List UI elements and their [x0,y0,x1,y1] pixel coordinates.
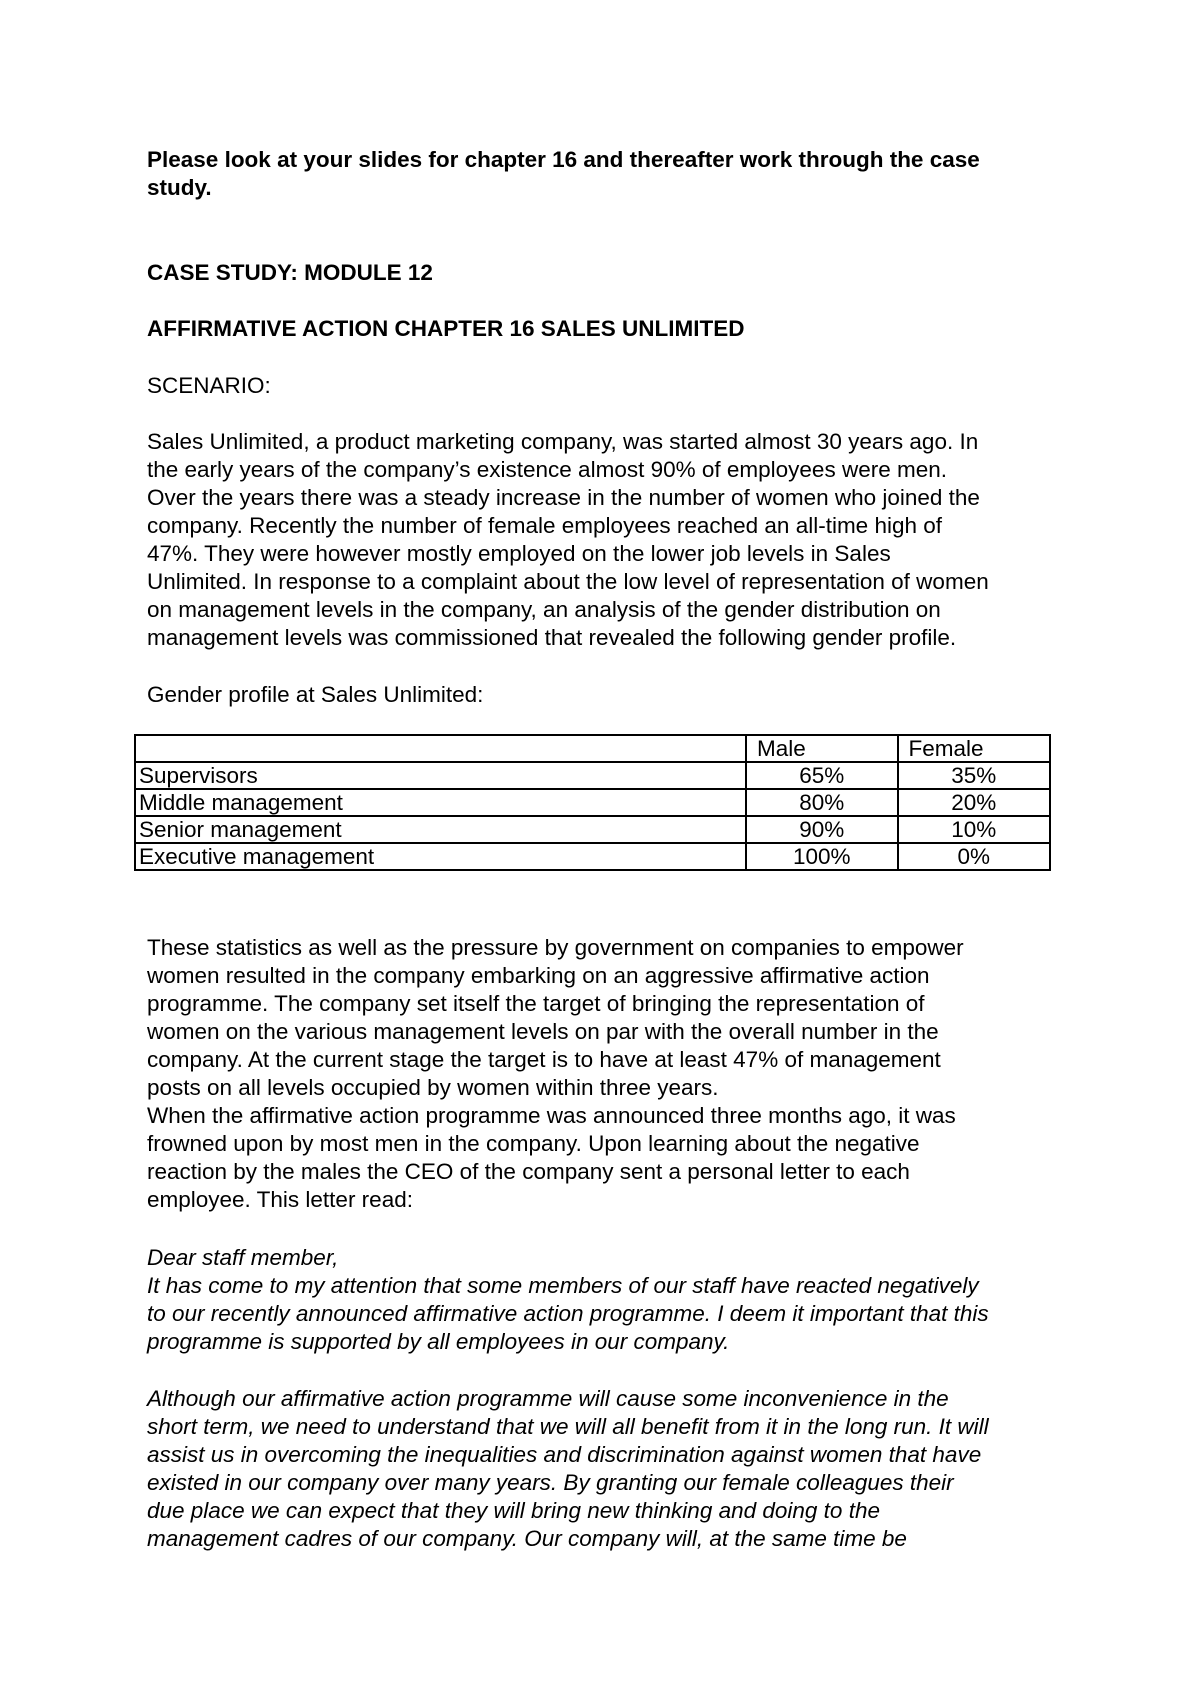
table-row [135,843,1050,870]
body-line: These statistics as well as the pressure by government on companies to empower [147,935,964,960]
intro-instruction [147,146,1077,202]
ceo-letter-paragraph-1 [147,1244,1077,1356]
scenario-line: Over the years there was a steady increase in the number of women who joined the [147,485,980,510]
table-caption: Gender profile at Sales Unlimited: [147,682,484,707]
body-line: programme. The company set itself the target of bringing the representation of [147,991,925,1016]
body-line: frowned upon by most men in the company. Upon learning about the negative [147,1131,920,1156]
letter-line: management cadres of our company. Our company will, at the same time be [147,1526,907,1551]
letter-line: programme is supported by all employees in our company. [147,1329,730,1354]
scenario-line: management levels was commissioned that revealed the following gender profile. [147,625,957,650]
body-line: reaction by the males the CEO of the company sent a personal letter to each [147,1159,910,1184]
body-line: posts on all levels occupied by women within three years. [147,1075,719,1100]
intro-line: Please look at your slides for chapter 16 and thereafter work through the case [147,147,980,172]
scenario-line: Sales Unlimited, a product marketing company, was started almost 30 years ago. In [147,429,979,454]
intro-line: study. [147,175,212,200]
scenario-line: Unlimited. In response to a complaint about the low level of representation of women [147,569,989,594]
body-paragraph [147,934,1077,1214]
table-cell-female: 0% [898,843,1050,870]
table-row [135,789,1050,816]
letter-line: Although our affirmative action programme will cause some inconvenience in the [147,1386,949,1411]
table-header-cell [135,735,746,762]
table-cell-male: 80% [746,789,898,816]
body-line: women resulted in the company embarking on an aggressive affirmative action [147,963,930,988]
table-cell-male: 65% [746,762,898,789]
table-cell-male: 90% [746,816,898,843]
body-line: company. At the current stage the target is to have at least 47% of management [147,1047,941,1072]
table-cell-level: Middle management [135,789,746,816]
table-cell-female: 20% [898,789,1050,816]
body-line: women on the various management levels on par with the overall number in the [147,1019,939,1044]
scenario-line: 47%. They were however mostly employed on the lower job levels in Sales [147,541,891,566]
case-study-title: CASE STUDY: MODULE 12 [147,260,433,285]
letter-line: due place we can expect that they will bring new thinking and doing to the [147,1498,880,1523]
table-cell-male: 100% [746,843,898,870]
scenario-line: company. Recently the number of female employees reached an all-time high of [147,513,943,538]
table-cell-female: 35% [898,762,1050,789]
table-header-row [135,735,1050,762]
letter-line: Dear staff member, [147,1245,339,1270]
body-line: employee. This letter read: [147,1187,413,1212]
scenario-paragraph [147,428,1077,652]
chapter-title: AFFIRMATIVE ACTION CHAPTER 16 SALES UNLIMITED [147,316,745,341]
gender-profile-table [134,734,1051,871]
table-row [135,816,1050,843]
table-cell-level: Executive management [135,843,746,870]
scenario-line: the early years of the company’s existence almost 90% of employees were men. [147,457,947,482]
letter-line: assist us in overcoming the inequalities and discrimination against women that have [147,1442,982,1467]
scenario-label: SCENARIO: [147,373,271,398]
table-header-cell: Female [898,735,1050,762]
ceo-letter-paragraph-2 [147,1385,1077,1553]
table-header-cell: Male [746,735,898,762]
table-cell-female: 10% [898,816,1050,843]
table-row [135,762,1050,789]
letter-line: to our recently announced affirmative action programme. I deem it important that this [147,1301,989,1326]
letter-line: existed in our company over many years. By granting our female colleagues their [147,1470,954,1495]
table-cell-level: Senior management [135,816,746,843]
letter-line: It has come to my attention that some members of our staff have reacted negatively [147,1273,979,1298]
scenario-line: on management levels in the company, an analysis of the gender distribution on [147,597,941,622]
table-cell-level: Supervisors [135,762,746,789]
letter-line: short term, we need to understand that we will all benefit from it in the long run. It will [147,1414,989,1439]
body-line: When the affirmative action programme was announced three months ago, it was [147,1103,956,1128]
